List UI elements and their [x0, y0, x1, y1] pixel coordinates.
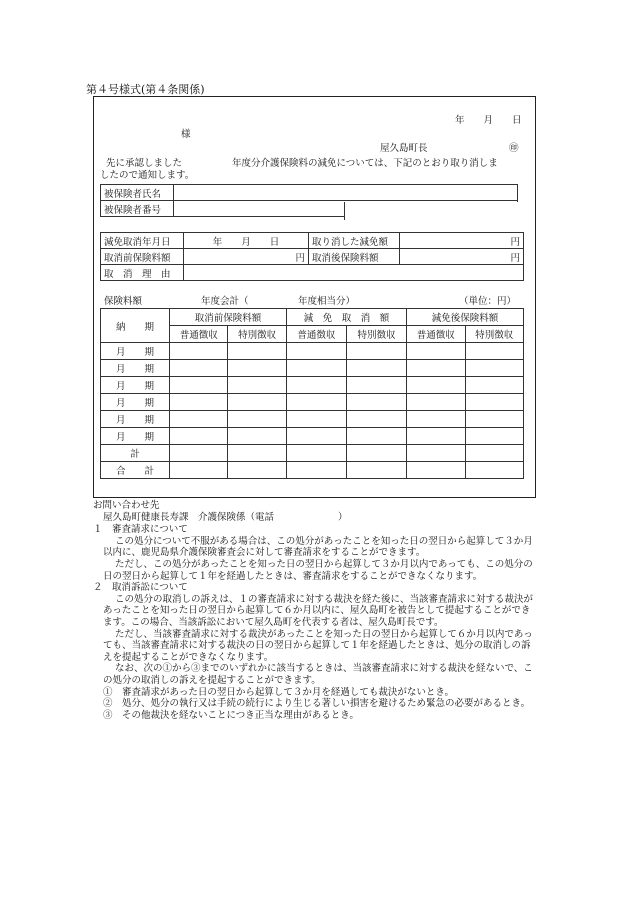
section-2-para-1: この処分の取消しの訴えは、１の審査請求に対する裁決を経た後に、当該審査請求に対する裁決があったことを知った日の翌日から起算して６か月以内に、屋久島町を被告として提起することができます。この場合、当該訴訟において屋久島町を代表する者は、屋久島町長です。 [103, 593, 534, 628]
section-1-para-2: ただし、この処分があったことを知った日の翌日から起算して３か月以内であっても、この処分の日の翌日から起算して１年を経過したときは、審査請求をすることができなくなります。 [103, 558, 533, 582]
period-cell: 月 期 [101, 428, 170, 445]
amount-cell[interactable] [286, 377, 346, 394]
amount-cell[interactable] [346, 394, 406, 411]
intro-text-2: 年度分介護保険料の減免については、下記のとおり取り消しま [232, 158, 498, 169]
amount-cell[interactable] [170, 394, 228, 411]
table-row [101, 343, 524, 360]
amount-cell[interactable] [228, 462, 286, 479]
contact-close: ） [338, 511, 348, 523]
period-cell: 月 期 [101, 360, 170, 377]
total-cell: 合 計 [101, 462, 170, 479]
period-header: 納 期 [101, 309, 170, 343]
premium-equivalent-label: 年度相当分） [298, 296, 356, 307]
insured-number-label: 被保険者番号 [101, 201, 174, 217]
amount-cell[interactable] [407, 343, 465, 360]
group-header-before: 取消前保険料額 [170, 309, 287, 326]
amount-cell[interactable] [170, 462, 228, 479]
table-row [101, 360, 524, 377]
cancel-table [100, 232, 524, 281]
period-cell: 月 期 [101, 411, 170, 428]
intro-text-1: 先に承認しました [106, 158, 183, 169]
amount-cell[interactable] [286, 411, 346, 428]
premium-total-label: 年度会計（ [201, 296, 249, 307]
table-row [101, 428, 524, 445]
amount-cell[interactable] [407, 462, 465, 479]
amount-cell[interactable] [465, 343, 524, 360]
contact-line [93, 512, 538, 524]
amount-cell[interactable] [286, 343, 346, 360]
insured-name-field[interactable] [174, 185, 518, 201]
amount-cell[interactable] [170, 343, 228, 360]
section-2-para-2: ただし、当該審査請求に対する裁決があったことを知った日の翌日から起算して６か月以内であっても、当該審査請求に対する裁決の日の翌日から起算して１年を経過したときは、処分の取消しの訴えを提起することができなくなります。 [103, 628, 533, 663]
intro-text-3: したので通知します。 [100, 170, 195, 181]
premium-label: 保険料額 [104, 296, 143, 307]
amount-cell[interactable] [286, 394, 346, 411]
period-cell: 月 期 [101, 394, 170, 411]
cancel-date-value[interactable]: 年 月 日 [184, 233, 309, 249]
cancelled-amount-label: 取り消した減免額 [309, 233, 400, 249]
amount-cell[interactable] [346, 428, 406, 445]
cancelled-amount-value[interactable]: 円 [400, 233, 524, 249]
sub-header-regular: 普通徴収 [170, 326, 228, 343]
condition-item-2: ② 処分、処分の執行又は手続の続行により生じる著しい損害を避けるため緊急の必要があるとき。 [103, 698, 531, 710]
amount-cell[interactable] [286, 360, 346, 377]
amount-cell[interactable] [228, 377, 286, 394]
section-1-para-1: この処分について不服がある場合は、この処分があったことを知った日の翌日から起算して３か月以内に、鹿児島県介護保険審査会に対して審査請求をすることができます。 [103, 535, 533, 559]
amount-cell[interactable] [407, 394, 465, 411]
amount-cell[interactable] [346, 360, 406, 377]
amount-cell[interactable] [346, 462, 406, 479]
contact-label: お問い合わせ先 [93, 500, 160, 511]
amount-cell[interactable] [286, 445, 346, 462]
amount-cell[interactable] [228, 343, 286, 360]
section-2-title: ２ 取消訴訟について [93, 582, 188, 594]
amount-cell[interactable] [407, 428, 465, 445]
table-row [101, 462, 524, 479]
amount-cell[interactable] [346, 343, 406, 360]
insured-name-label: 被保険者氏名 [101, 185, 174, 201]
section-2-para-3: なお、次の①から③までのいずれかに該当するときは、当該審査請求に対する裁決を経ないで、この処分の取消しの訴えを提起することができます。 [103, 663, 533, 686]
period-cell: 月 期 [101, 343, 170, 360]
sub-header-special: 特別徴収 [346, 326, 406, 343]
form-title: 第４号様式(第４条関係) [86, 83, 205, 96]
issue-date: 年 月 日 [455, 115, 522, 126]
premium-unit: （単位：円） [459, 296, 517, 307]
group-header-reduction: 減 免 取 消 額 [286, 309, 406, 326]
condition-item-3: ③ その他裁決を経ないことにつき正当な理由があるとき。 [103, 709, 359, 721]
section-1-title: １ 審査請求について [93, 524, 188, 536]
amount-cell[interactable] [228, 360, 286, 377]
amount-cell[interactable] [407, 445, 465, 462]
addressee-suffix: 様 [181, 129, 191, 140]
insured-number-field-end [344, 202, 527, 220]
sub-header-regular: 普通徴収 [407, 326, 465, 343]
amount-cell[interactable] [170, 411, 228, 428]
notes-section [93, 500, 538, 721]
amount-cell[interactable] [465, 377, 524, 394]
premium-table [100, 308, 524, 479]
amount-cell[interactable] [346, 411, 406, 428]
sub-header-special: 特別徴収 [228, 326, 286, 343]
cancel-reason-label: 取 消 理 由 [101, 265, 184, 281]
amount-cell[interactable] [407, 360, 465, 377]
after-amount-label: 取消後保険料額 [309, 249, 400, 265]
amount-cell[interactable] [407, 377, 465, 394]
subtotal-cell: 計 [101, 445, 170, 462]
amount-cell[interactable] [346, 377, 406, 394]
amount-cell[interactable] [170, 428, 228, 445]
issuer-name: 屋久島町長 [380, 143, 428, 154]
amount-cell[interactable] [465, 360, 524, 377]
amount-cell[interactable] [346, 445, 406, 462]
amount-cell[interactable] [465, 445, 524, 462]
amount-cell[interactable] [170, 445, 228, 462]
amount-cell[interactable] [170, 377, 228, 394]
amount-cell[interactable] [465, 462, 524, 479]
amount-cell[interactable] [465, 428, 524, 445]
after-amount-value[interactable]: 円 [400, 249, 524, 265]
seal-mark: ㊞ [509, 143, 519, 154]
table-row [101, 411, 524, 428]
contact-dept: 屋久島町健康長寿課 介護保険係（電話 [103, 511, 275, 523]
amount-cell[interactable] [407, 411, 465, 428]
amount-cell[interactable] [465, 411, 524, 428]
before-amount-label: 取消前保険料額 [101, 249, 184, 265]
sub-header-special: 特別徴収 [465, 326, 524, 343]
condition-item-1: ① 審査請求があった日の翌日から起算して３か月を経過しても裁決がないとき。 [103, 686, 455, 698]
amount-cell[interactable] [286, 428, 346, 445]
cancel-reason-value[interactable] [184, 265, 524, 281]
amount-cell[interactable] [228, 445, 286, 462]
amount-cell[interactable] [465, 394, 524, 411]
cancel-date-label: 減免取消年月日 [101, 233, 184, 249]
sub-header-regular: 普通徴収 [286, 326, 346, 343]
period-cell: 月 期 [101, 377, 170, 394]
amount-cell[interactable] [228, 428, 286, 445]
table-row [101, 377, 524, 394]
amount-cell[interactable] [170, 360, 228, 377]
table-row [101, 394, 524, 411]
table-row [101, 445, 524, 462]
before-amount-value[interactable]: 円 [184, 249, 309, 265]
amount-cell[interactable] [286, 462, 346, 479]
amount-cell[interactable] [228, 394, 286, 411]
amount-cell[interactable] [228, 411, 286, 428]
group-header-after: 減免後保険料額 [407, 309, 524, 326]
